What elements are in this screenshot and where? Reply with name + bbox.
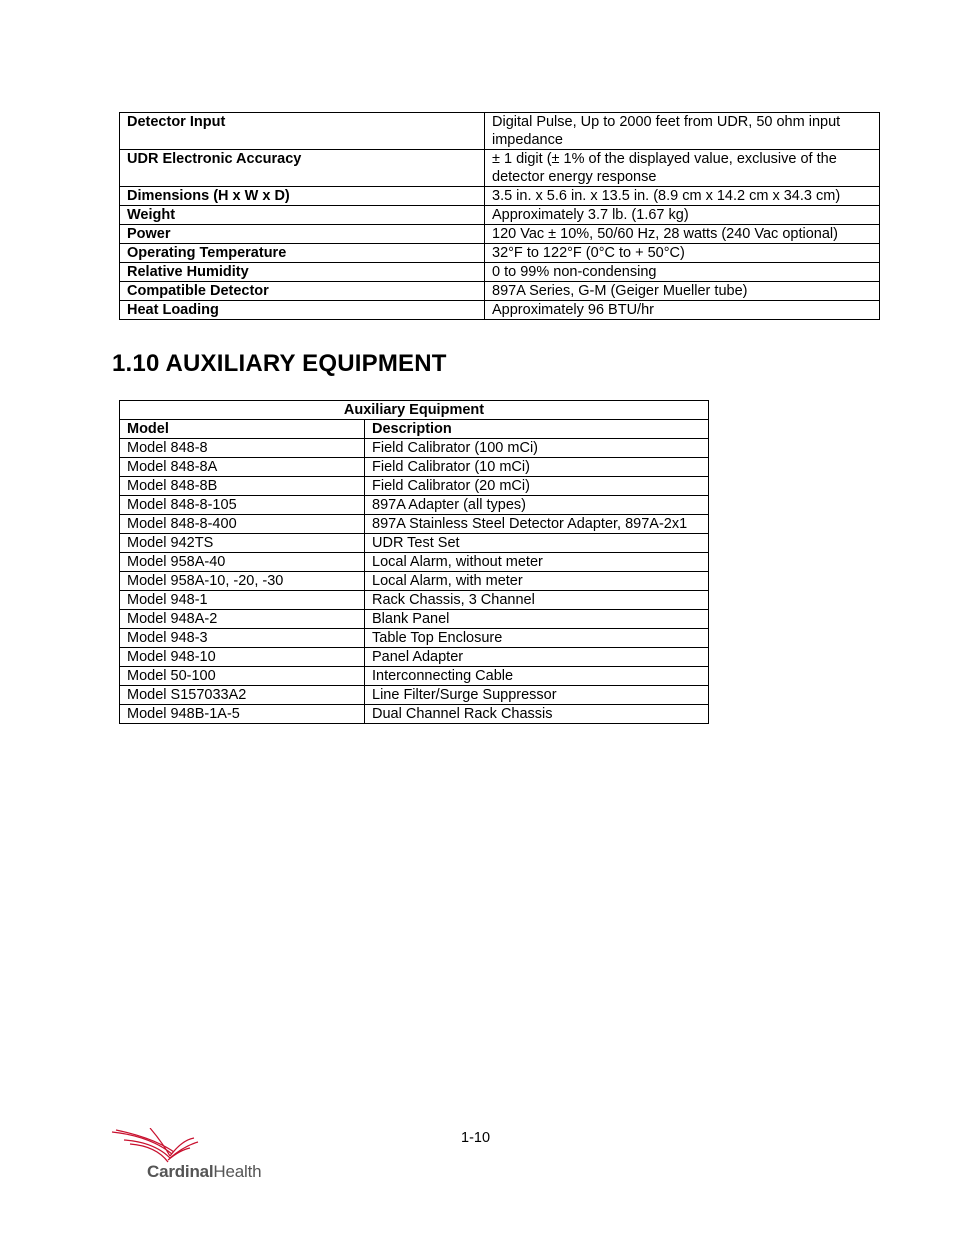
table-row xyxy=(120,477,709,496)
logo-text-regular: Health xyxy=(213,1162,262,1181)
model-cell: Model 848-8-400 xyxy=(120,515,365,534)
spec-row xyxy=(120,113,880,150)
spec-row xyxy=(120,225,880,244)
spec-value: 120 Vac ± 10%, 50/60 Hz, 28 watts (240 Vac optional) xyxy=(485,225,880,244)
spec-row xyxy=(120,263,880,282)
table-row xyxy=(120,629,709,648)
spec-label: Detector Input xyxy=(120,113,485,150)
spec-label: Compatible Detector xyxy=(120,282,485,301)
spec-value: Digital Pulse, Up to 2000 feet from UDR, 50 ohm input impedance xyxy=(485,113,880,150)
description-cell: Interconnecting Cable xyxy=(365,667,709,686)
column-header-model: Model xyxy=(120,420,365,439)
table-row xyxy=(120,553,709,572)
model-cell: Model 942TS xyxy=(120,534,365,553)
model-cell: Model 958A-10, -20, -30 xyxy=(120,572,365,591)
column-header-description: Description xyxy=(365,420,709,439)
spec-row xyxy=(120,150,880,187)
description-cell: Field Calibrator (20 mCi) xyxy=(365,477,709,496)
table-row xyxy=(120,439,709,458)
description-cell: 897A Stainless Steel Detector Adapter, 897A-2x1 xyxy=(365,515,709,534)
table-header-row xyxy=(120,420,709,439)
description-cell: Field Calibrator (100 mCi) xyxy=(365,439,709,458)
table-row xyxy=(120,496,709,515)
table-caption: Auxiliary Equipment xyxy=(120,401,709,420)
description-cell: Panel Adapter xyxy=(365,648,709,667)
auxiliary-equipment-table xyxy=(119,400,709,724)
description-cell: UDR Test Set xyxy=(365,534,709,553)
description-cell: Field Calibrator (10 mCi) xyxy=(365,458,709,477)
description-cell: Rack Chassis, 3 Channel xyxy=(365,591,709,610)
description-cell: Blank Panel xyxy=(365,610,709,629)
description-cell: Table Top Enclosure xyxy=(365,629,709,648)
model-cell: Model 948B-1A-5 xyxy=(120,705,365,724)
model-cell: Model 948-3 xyxy=(120,629,365,648)
spec-label: Relative Humidity xyxy=(120,263,485,282)
spec-row xyxy=(120,282,880,301)
logo-text-bold: Cardinal xyxy=(147,1162,214,1181)
spec-value: ± 1 digit (± 1% of the displayed value, exclusive of the detector energy response xyxy=(485,150,880,187)
spec-value: 897A Series, G-M (Geiger Mueller tube) xyxy=(485,282,880,301)
spec-value: 32°F to 122°F (0°C to + 50°C) xyxy=(485,244,880,263)
spec-row xyxy=(120,244,880,263)
table-caption-row xyxy=(120,401,709,420)
table-row xyxy=(120,591,709,610)
model-cell: Model S157033A2 xyxy=(120,686,365,705)
table-row xyxy=(120,515,709,534)
logo-bird-icon xyxy=(112,1128,198,1162)
table-row xyxy=(120,610,709,629)
spec-value: 0 to 99% non-condensing xyxy=(485,263,880,282)
description-cell: Dual Channel Rack Chassis xyxy=(365,705,709,724)
spec-row xyxy=(120,187,880,206)
table-row xyxy=(120,648,709,667)
spec-value: Approximately 96 BTU/hr xyxy=(485,301,880,320)
table-row xyxy=(120,667,709,686)
model-cell: Model 848-8B xyxy=(120,477,365,496)
model-cell: Model 848-8 xyxy=(120,439,365,458)
description-cell: Line Filter/Surge Suppressor xyxy=(365,686,709,705)
table-row xyxy=(120,534,709,553)
spec-label: Power xyxy=(120,225,485,244)
spec-label: Operating Temperature xyxy=(120,244,485,263)
model-cell: Model 948A-2 xyxy=(120,610,365,629)
spec-label: Weight xyxy=(120,206,485,225)
table-row xyxy=(120,705,709,724)
model-cell: Model 50-100 xyxy=(120,667,365,686)
logo-wordmark xyxy=(147,1162,261,1182)
description-cell: Local Alarm, with meter xyxy=(365,572,709,591)
page-number: 1-10 xyxy=(461,1130,491,1146)
section-heading: 1.10 AUXILIARY EQUIPMENT xyxy=(112,350,447,377)
table-row xyxy=(120,458,709,477)
description-cell: 897A Adapter (all types) xyxy=(365,496,709,515)
spec-label: Heat Loading xyxy=(120,301,485,320)
spec-row xyxy=(120,206,880,225)
table-row xyxy=(120,686,709,705)
spec-label: UDR Electronic Accuracy xyxy=(120,150,485,187)
model-cell: Model 958A-40 xyxy=(120,553,365,572)
model-cell: Model 848-8A xyxy=(120,458,365,477)
model-cell: Model 948-10 xyxy=(120,648,365,667)
spec-value: 3.5 in. x 5.6 in. x 13.5 in. (8.9 cm x 14.2 cm x 34.3 cm) xyxy=(485,187,880,206)
spec-value: Approximately 3.7 lb. (1.67 kg) xyxy=(485,206,880,225)
spec-label: Dimensions (H x W x D) xyxy=(120,187,485,206)
spec-row xyxy=(120,301,880,320)
specifications-table xyxy=(119,112,880,320)
table-row xyxy=(120,572,709,591)
model-cell: Model 948-1 xyxy=(120,591,365,610)
description-cell: Local Alarm, without meter xyxy=(365,553,709,572)
model-cell: Model 848-8-105 xyxy=(120,496,365,515)
